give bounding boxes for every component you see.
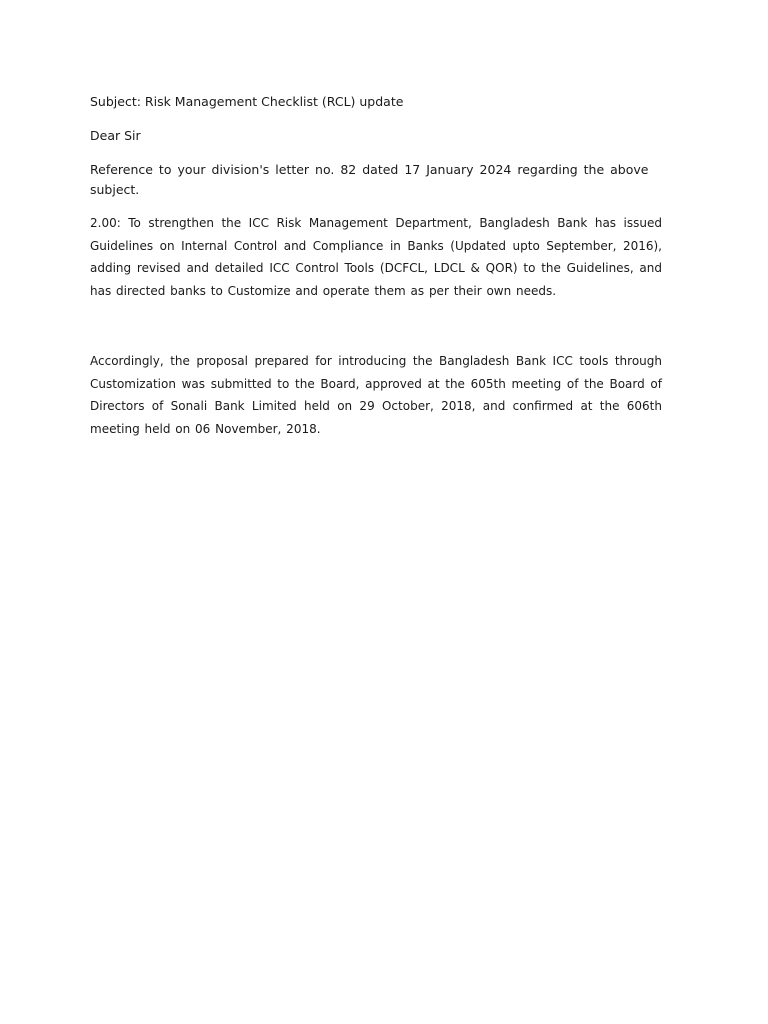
letter-subject: Subject: Risk Management Checklist (RCL) update	[90, 94, 404, 109]
letter-paragraph-1: 2.00: To strengthen the ICC Risk Management Department, Bangladesh Bank has issued Guidelines on Internal Control and Compliance in Banks (Updated upto September, 2016), adding revised and detailed ICC Control Tools (DCFCL, LDCL & QOR) to the Guidelines, and has directed banks to Customize and operate them as per their own needs.	[90, 216, 662, 298]
letter-body	[90, 92, 662, 440]
letter-salutation: Dear Sir	[90, 128, 141, 143]
letter-reference-line: Reference to your division's letter no. 82 dated 17 January 2024 regarding the above subject.	[90, 162, 649, 197]
letter-paragraph-2: Accordingly, the proposal prepared for introducing the Bangladesh Bank ICC tools through Customization was submitted to the Board, approved at the 605th meeting of the Board of Directors of Sonali Bank Limited held on 29 October, 2018, and confirmed at the 606th meeting held on 06 November, 2018.	[90, 354, 662, 436]
